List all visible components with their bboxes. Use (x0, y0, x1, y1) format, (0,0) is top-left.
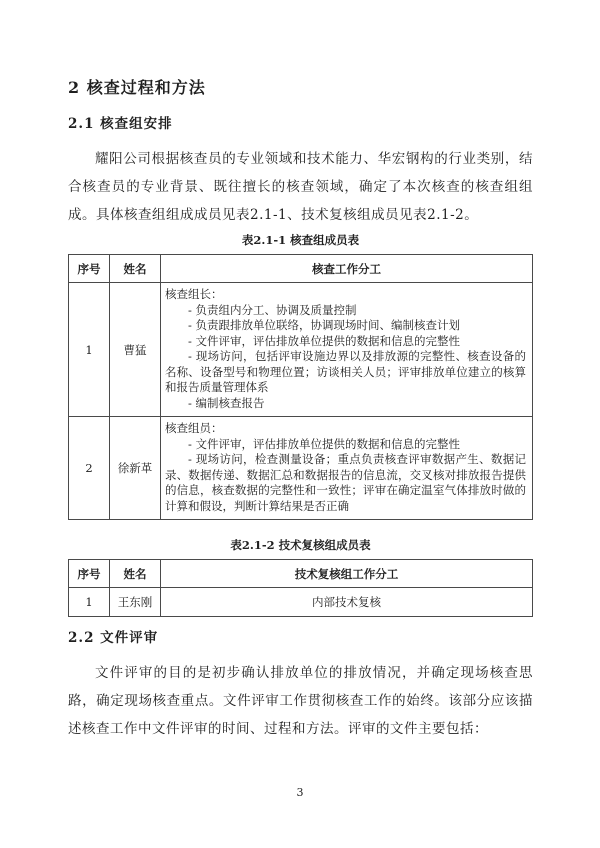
intro-paragraph: 耀阳公司根据核查员的专业领域和技术能力、华宏钢构的行业类别，结合核查员的专业背景、既往擅长的核查领域，确定了本次核查的核查组组成。具体核查组组成成员见表2.1-1、技术复核组成员见表2.1-2。 (68, 151, 533, 223)
table2-row1-name: 王东刚 (110, 588, 161, 617)
table2-caption: 表2.1-2 技术复核组成员表 (230, 538, 371, 552)
table2-header-name: 姓名 (110, 560, 161, 588)
duty-line: - 编制核查报告 (188, 395, 265, 410)
table1-row1-name: 曹猛 (110, 283, 161, 417)
duty-line: - 文件评审，评估排放单位提供的数据和信息的完整性 (188, 333, 461, 348)
table1-row2-name: 徐新革 (110, 417, 161, 520)
duty-line: 核查组长： (165, 287, 223, 301)
duty-line: - 负责组内分工、协调及质量控制 (188, 302, 357, 317)
technical-review-team-table (68, 559, 533, 617)
table2-row1-no: 1 (69, 588, 110, 617)
section-heading-document-review: 2.2 文件评审 (68, 630, 159, 646)
table2-header-row (69, 560, 533, 588)
table-row (69, 417, 533, 520)
table1-row1-no: 1 (69, 283, 110, 417)
table1-row1-duties (161, 283, 533, 417)
table1-header-name: 姓名 (110, 255, 161, 283)
table-row (69, 588, 533, 617)
review-paragraph: 文件评审的目的是初步确认排放单位的排放情况，并确定现场核查思路，确定现场核查重点。文件评审工作贯彻核查工作的始终。该部分应该描述核查工作中文件评审的时间、过程和方法。评审的文件主要包括： (68, 665, 533, 737)
table2-header-duty: 技术复核组工作分工 (161, 560, 533, 588)
duty-line: - 现场访问，检查测量设备；重点负责核查评审数据产生、数据记录、数据传递、数据汇总和数据报告的信息流，交叉核对排放报告提供的信息，核查数据的完整性和一致性；评审在确定温室气体排放时做的计算和假设，判断计算结果是否正确 (165, 452, 526, 513)
chapter-heading: 2 核查过程和方法 (68, 78, 206, 97)
table2-header-no: 序号 (69, 560, 110, 588)
table1-header-row (69, 255, 533, 283)
duty-line: - 负责跟排放单位联络，协调现场时间、编制核查计划 (188, 318, 461, 332)
table-row (69, 283, 533, 417)
table1-header-duty: 核查工作分工 (161, 255, 533, 283)
table1-row2-no: 2 (69, 417, 110, 520)
duty-line: - 现场访问，包括评审设施边界以及排放源的完整性、核查设备的名称、设备型号和物理位置；访谈相关人员；评审排放单位建立的核算和报告质量管理体系 (165, 349, 526, 394)
duty-line: - 文件评审，评估排放单位提供的数据和信息的完整性 (188, 436, 461, 451)
page-number: 3 (296, 786, 304, 799)
table2-row1-duty: 内部技术复核 (161, 588, 533, 617)
table1-header-no: 序号 (69, 255, 110, 283)
duty-line: 核查组员： (165, 421, 223, 435)
section-heading-team-arrangement: 2.1 核查组安排 (68, 116, 173, 132)
table1-row2-duties (161, 417, 533, 520)
table1-caption: 表2.1-1 核查组成员表 (241, 233, 360, 247)
verification-team-table (68, 254, 533, 520)
